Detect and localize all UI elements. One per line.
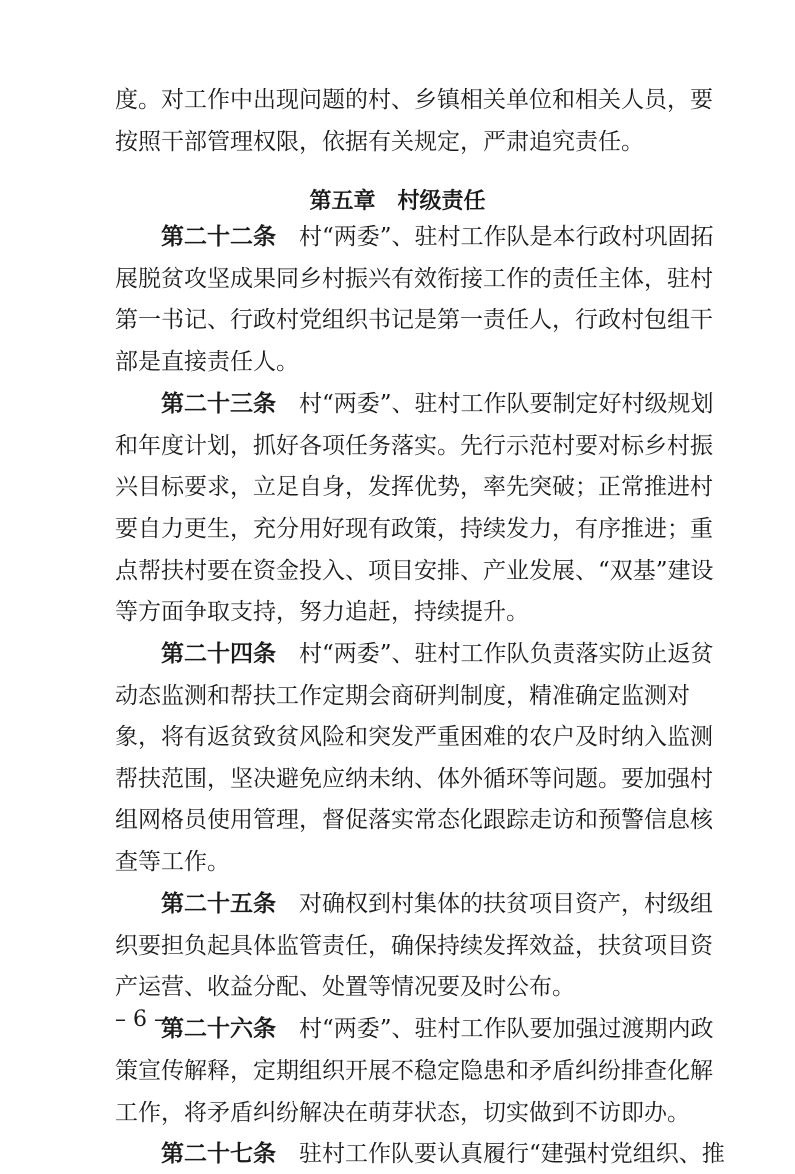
article-label: 第二十六条	[161, 1016, 276, 1042]
article-22-line: 展脱贫攻坚成果同乡村振兴有效衔接工作的责任主体，驻村	[115, 266, 713, 292]
chapter-title: 村级责任	[397, 189, 486, 214]
article-label: 第二十七条	[161, 1141, 276, 1167]
article-24-line: 组网格员使用管理，督促落实常态化跟踪走访和预警信息核	[115, 807, 713, 833]
article-22-line: 部是直接责任人。	[115, 349, 299, 375]
article-26-line: 工作，将矛盾纠纷解决在萌芽状态，切实做到不访即办。	[115, 1100, 690, 1126]
article-26-line: 策宣传解释，定期组织开展不稳定隐患和矛盾纠纷排查化解	[115, 1058, 713, 1084]
chapter-heading	[0, 182, 795, 222]
article-text: 村“两委”、驻村工作队负责落实防止返贫	[299, 641, 714, 667]
article-22-line: 第一书记、行政村党组织书记是第一责任人，行政村包组干	[115, 307, 713, 333]
article-24-line: 查等工作。	[115, 849, 230, 875]
article-label: 第二十二条	[161, 224, 276, 250]
article-24-line: 帮扶范围，坚决避免应纳未纳、体外循环等问题。要加强村	[115, 766, 713, 792]
article-25-line: 织要担负起具体监管责任，确保持续发挥效益，扶贫项目资	[115, 933, 713, 959]
page-number: – 6 –	[115, 1007, 165, 1032]
intro-line-2: 按照干部管理权限，依据有关规定，严肃追究责任。	[115, 129, 644, 155]
article-22-first-line	[115, 217, 714, 257]
article-label: 第二十三条	[161, 391, 276, 417]
article-label: 第二十四条	[161, 641, 276, 667]
intro-line-1: 度。对工作中出现问题的村、乡镇相关单位和相关人员，要	[115, 87, 713, 113]
article-text: 村“两委”、驻村工作队要加强过渡期内政	[299, 1016, 714, 1042]
article-23-first-line	[115, 384, 714, 424]
article-text: 村“两委”、驻村工作队要制定好村级规划	[299, 391, 714, 417]
chapter-number: 第五章	[309, 189, 376, 214]
article-23-line: 和年度计划，抓好各项任务落实。先行示范村要对标乡村振	[115, 433, 713, 459]
article-23-line: 等方面争取支持，努力追赶，持续提升。	[115, 599, 529, 625]
article-text: 驻村工作队要认真履行“建强村党组织、推	[299, 1141, 725, 1167]
article-24-first-line	[115, 634, 714, 674]
article-23-line: 兴目标要求，立足自身，发挥优势，率先突破；正常推进村	[115, 474, 713, 500]
article-26-first-line	[115, 1009, 714, 1049]
article-text: 对确权到村集体的扶贫项目资产，村级组	[299, 891, 713, 917]
article-27-first-line	[115, 1134, 725, 1174]
article-25-line: 产运营、收益分配、处置等情况要及时公布。	[115, 974, 575, 1000]
article-24-line: 象，将有返贫致贫风险和突发严重困难的农户及时纳入监测	[115, 724, 713, 750]
article-23-line: 要自力更生，充分用好现有政策，持续发力，有序推进；重	[115, 516, 713, 542]
article-text: 村“两委”、驻村工作队是本行政村巩固拓	[299, 224, 714, 250]
article-23-line: 点帮扶村要在资金投入、项目安排、产业发展、“双基”建设	[115, 558, 714, 584]
article-24-line: 动态监测和帮扶工作定期会商研判制度，精准确定监测对	[115, 683, 690, 709]
article-25-first-line	[115, 884, 713, 924]
article-label: 第二十五条	[161, 891, 276, 917]
